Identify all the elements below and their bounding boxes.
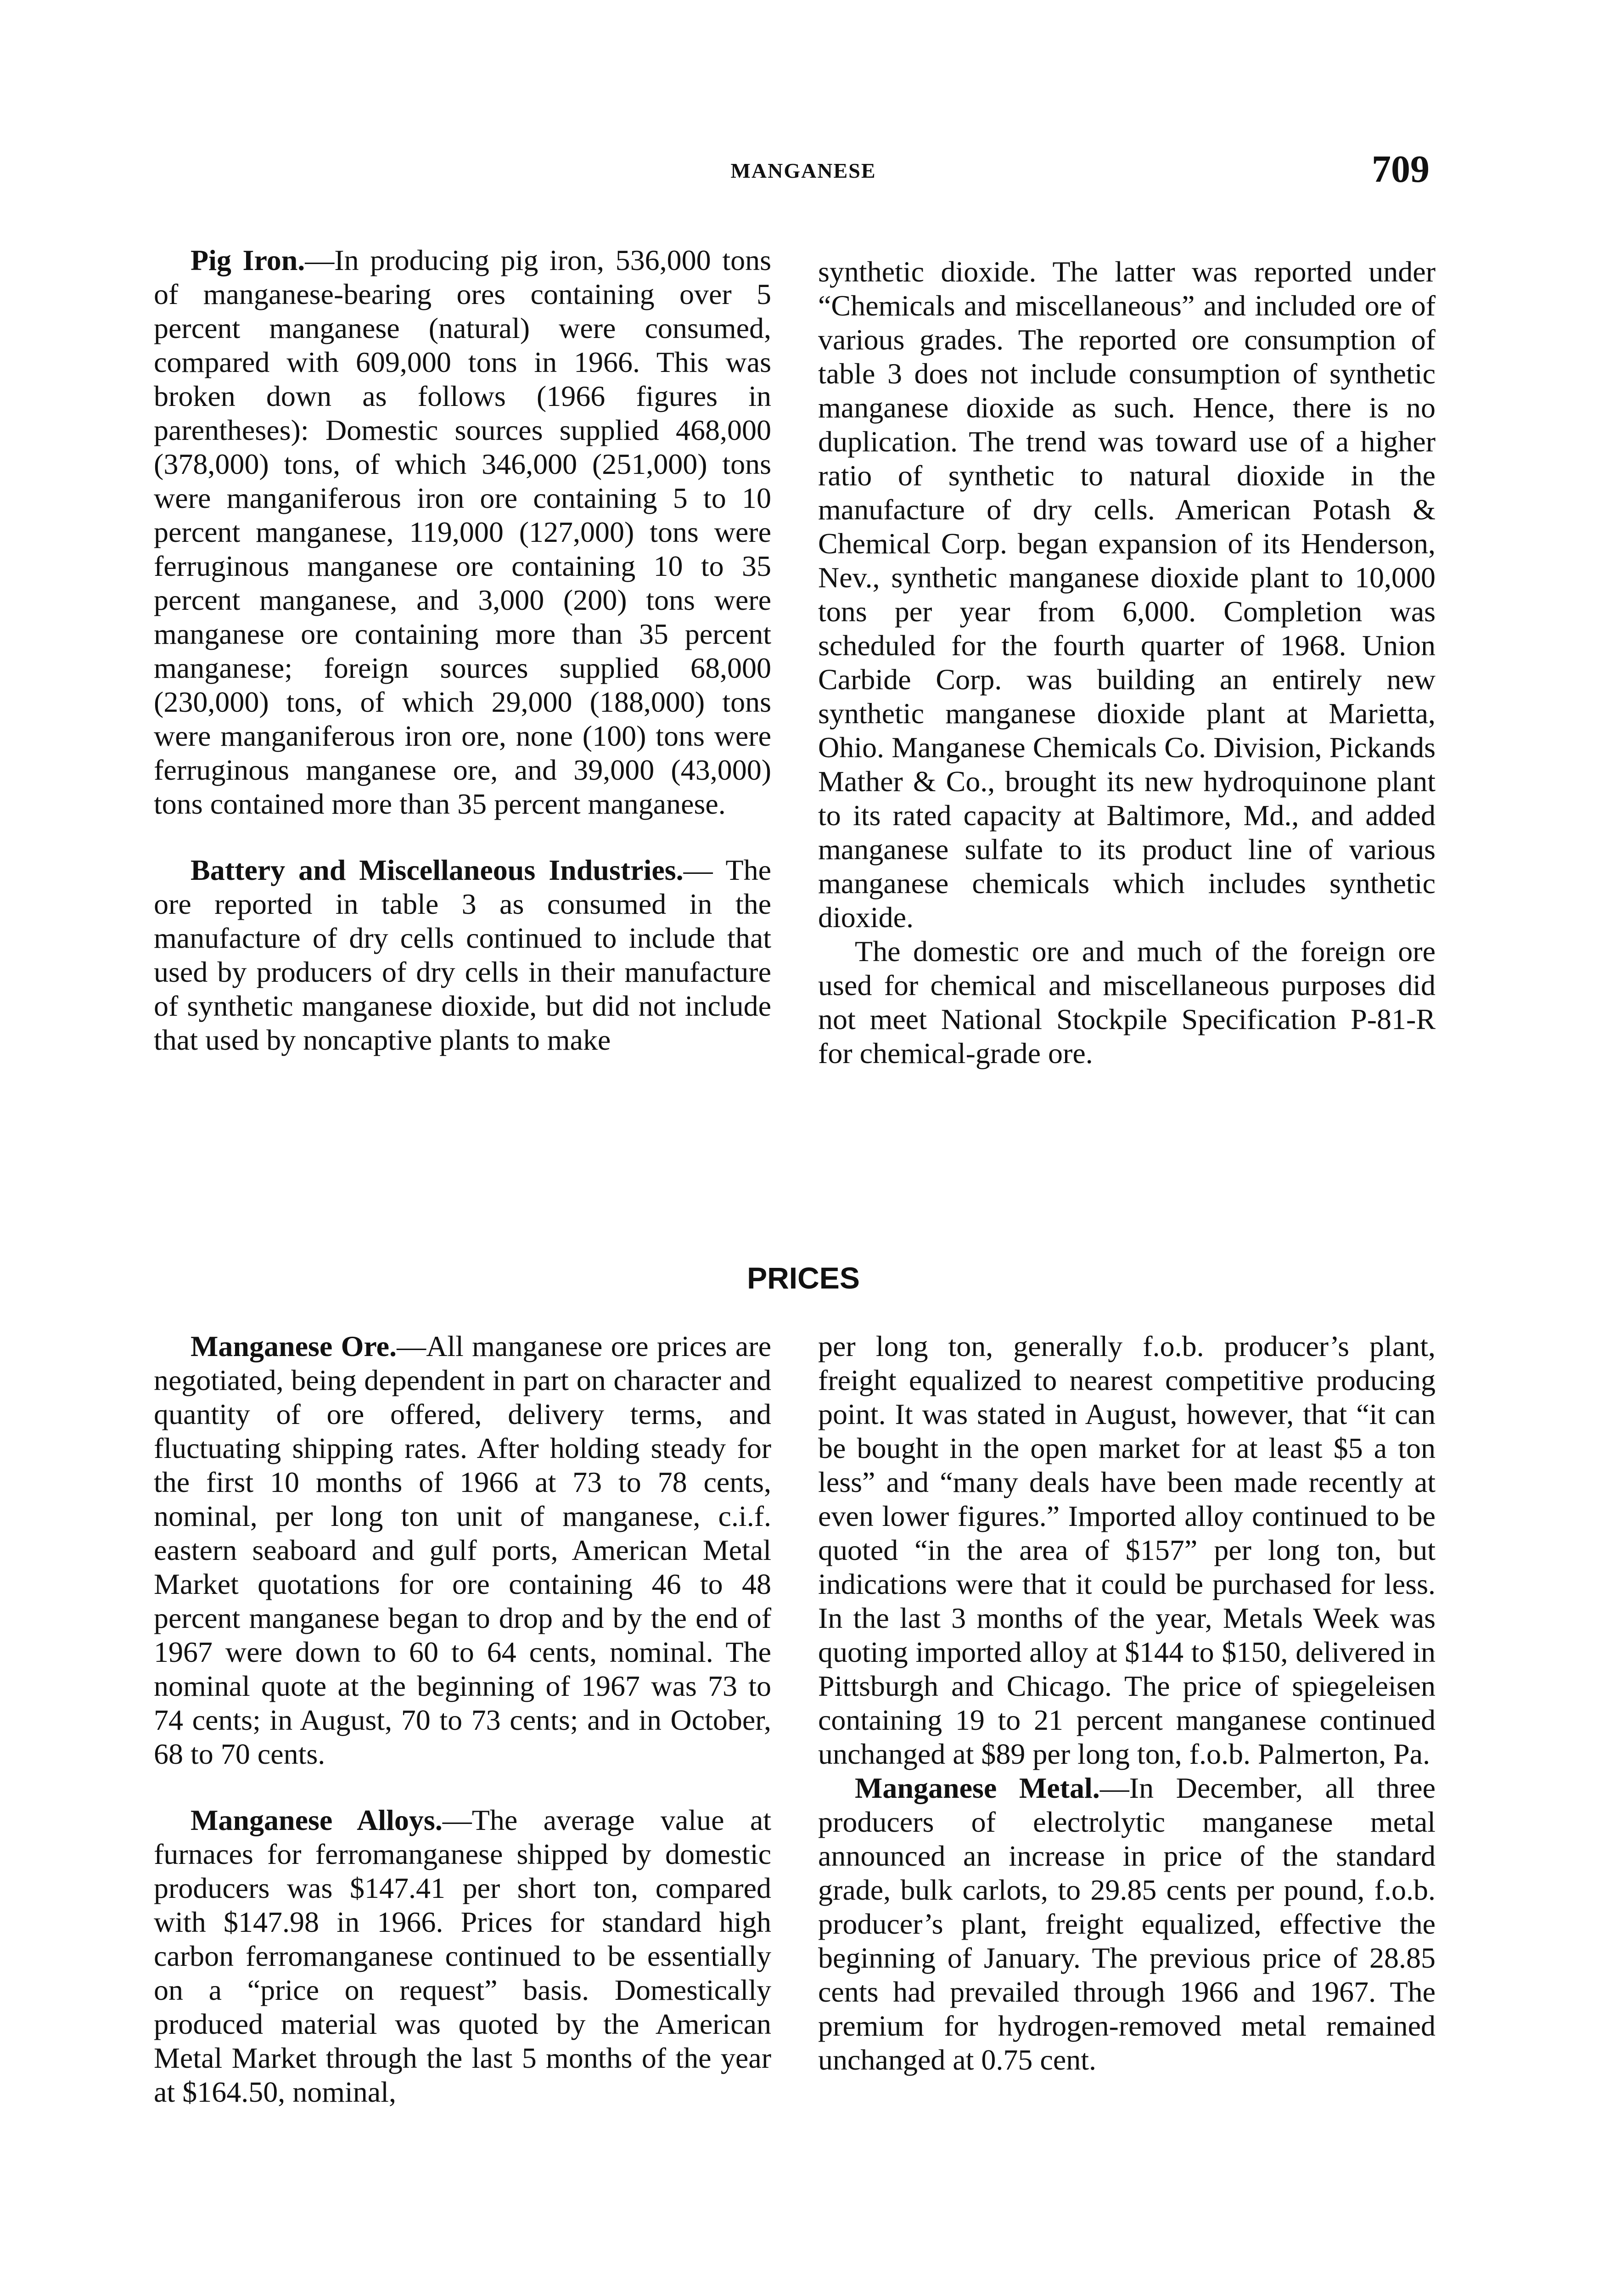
imported-alloy-paragraph: per long ton, generally f.o.b. producer’s plant, freight equalized to nearest competitive producing point. It was stated in August, however, that “it can be bought in the open market for at least $5 a ton less” and “many deals have been made recently at even lower figures.” Imported alloy continued to be quoted “in the area of $157” per long ton, but indications were that it could be purchased for less. In the last 3 months of the year, Metals Week was quoting imported alloy at $144 to $150, delivered in Pittsburgh and Chicago. The price of spiegeleisen containing 19 to 21 percent manganese continued unchanged at $89 per long ton, f.o.b. Palmerton, Pa. [818, 1330, 1436, 1770]
battery-paragraph [154, 853, 771, 1057]
pig-iron-lead: Pig Iron. [191, 244, 305, 276]
manganese-ore-paragraph [154, 1329, 771, 1771]
bottom-left-column [154, 1329, 771, 2109]
manganese-metal-paragraph [818, 1771, 1436, 2077]
page-number: 709 [1372, 148, 1430, 191]
manganese-alloys-text: —The average value at furnaces for ferromanganese shipped by domestic producers was $147.41 per short ton, compared with $147.98 in 1966. Prices for standard high carbon ferromanganese continued to be essentially on a “price on request” basis. Domestically produced material was quoted by the American Metal Market through the last 5 months of the year at $164.50, nominal, [154, 1804, 771, 2108]
battery-lead: Battery and Miscellaneous Industries. [191, 854, 684, 886]
pig-iron-paragraph [154, 243, 771, 821]
manganese-metal-lead: Manganese Metal. [855, 1772, 1100, 1804]
synthetic-dioxide-paragraph: synthetic dioxide. The latter was reported under “Chemicals and miscellaneous” and included ore of various grades. The reported ore consumption of table 3 does not include consumption of synthetic manganese dioxide as such. Hence, there is no duplication. The trend was toward use of a higher ratio of synthetic to natural dioxide in the manufacture of dry cells. American Potash & Chemical Corp. began expansion of its Henderson, Nev., synthetic manganese dioxide plant to 10,000 tons per year from 6,000. Completion was scheduled for the fourth quarter of 1968. Union Carbide Corp. was building an entirely new synthetic manganese dioxide plant at Marietta, Ohio. Manganese Chemicals Co. Division, Pickands Mather & Co., brought its new hydroquinone plant to its rated capacity at Baltimore, Md., and added manganese sulfate to its product line of various manganese chemicals which includes synthetic dioxide. [818, 255, 1436, 934]
bottom-right-column [818, 1329, 1436, 2077]
prices-heading: PRICES [747, 1261, 860, 1295]
manganese-alloys-paragraph [154, 1803, 771, 2109]
manganese-ore-text: —All manganese ore prices are negotiated, being dependent in part on character and quantity of ore offered, delivery terms, and fluctuating shipping rates. After holding steady for the first 10 months of 1966 at 73 to 78 cents, nominal, per long ton unit of manganese, c.i.f. eastern seaboard and gulf ports, American Metal Market quotations for ore containing 46 to 48 percent manganese began to drop and by the end of 1967 were down to 60 to 64 cents, nominal. The nominal quote at the beginning of 1967 was 73 to 74 cents; in August, 70 to 73 cents; and in October, 68 to 70 cents. [154, 1330, 772, 1770]
running-head: MANGANESE [730, 159, 876, 182]
top-left-column [154, 243, 771, 1057]
top-right-column [818, 255, 1436, 1070]
manganese-ore-lead: Manganese Ore. [191, 1330, 397, 1362]
pig-iron-text: —In producing pig iron, 536,000 tons of manganese-bearing ores containing over 5 percent manganese (natural) were consumed, compared with 609,000 tons in 1966. This was broken down as follows (1966 figures in parentheses): Domestic sources supplied 468,000 (378,000) tons, of which 346,000 (251,000) tons were manganiferous iron ore containing 5 to 10 percent manganese, 119,000 (127,000) tons were ferruginous manganese ore containing 10 to 35 percent manganese, and 3,000 (200) tons were manganese ore containing more than 35 percent manganese; foreign sources supplied 68,000 (230,000) tons, of which 29,000 (188,000) tons were manganiferous iron ore, none (100) tons were ferruginous manganese ore, and 39,000 (43,000) tons contained more than 35 percent manganese. [154, 244, 772, 820]
battery-text: — The ore reported in table 3 as consumed in the manufacture of dry cells continued to include that used by producers of dry cells in their manufacture of synthetic manganese dioxide, but did not include that used by noncaptive plants to make [154, 854, 772, 1056]
manganese-metal-text: —In December, all three producers of electrolytic manganese metal announced an increase in price of the standard grade, bulk carlots, to 29.85 cents per pound, f.o.b. producer’s plant, freight equalized, effective the beginning of January. The previous price of 28.85 cents had prevailed through 1966 and 1967. The premium for hydrogen-removed metal remained unchanged at 0.75 cent. [818, 1772, 1436, 2076]
chemical-grade-paragraph: The domestic ore and much of the foreign ore used for chemical and miscellaneous purposes did not meet National Stockpile Specification P-81-R for chemical-grade ore. [818, 935, 1436, 1069]
manganese-alloys-lead: Manganese Alloys. [191, 1804, 443, 1836]
